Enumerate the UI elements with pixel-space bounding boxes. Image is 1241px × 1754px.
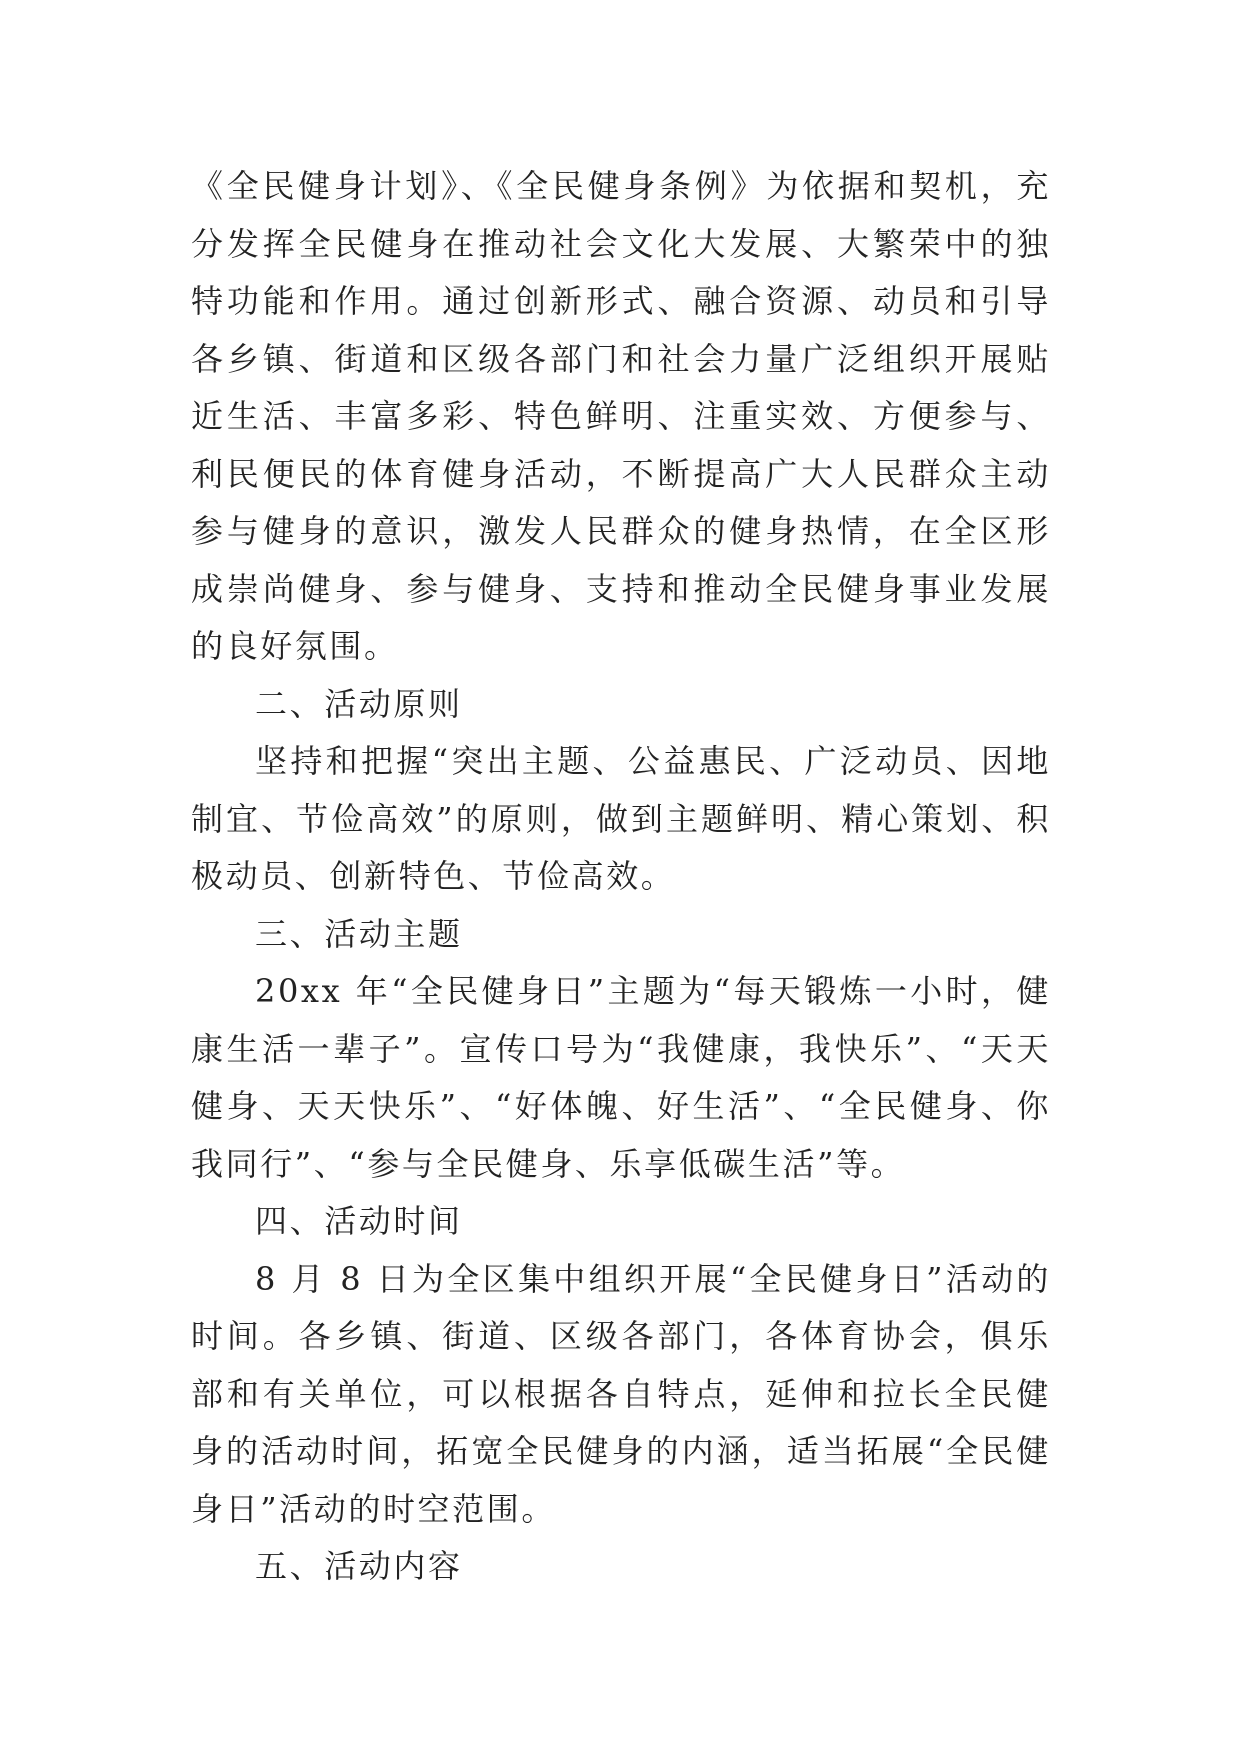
heading-principles: 二、活动原则 bbox=[255, 684, 463, 723]
paragraph-intro: 《全民健身计划》、《全民健身条例》为依据和契机，充分发挥全民健身在推动社会文化大发展、大繁荣中的独特功能和作用。通过创新形式、融合资源、动员和引导各乡镇、街道和区级各部门和社会力量广泛组织开展贴近生活、丰富多彩、特色鲜明、注重实效、方便参与、利民便民的体育健身活动，不断提高广大人民群众主动参与健身的意识，激发人民群众的健身热情，在全区形成崇尚健身、参与健身、支持和推动全民健身事业发展的良好氛围。 bbox=[191, 167, 1051, 665]
paragraph-principles: 坚持和把握“突出主题、公益惠民、广泛动员、因地制宜、节俭高效”的原则，做到主题鲜明、精心策划、积极动员、创新特色、节俭高效。 bbox=[191, 742, 1051, 895]
heading-content: 五、活动内容 bbox=[255, 1547, 463, 1585]
paragraph-theme: 20xx 年“全民健身日”主题为“每天锻炼一小时，健康生活一辈子”。宣传口号为“我健康，我快乐”、“天天健身、天天快乐”、“好体魄、好生活”、“全民健身、你我同行”、“参与全民健身、乐享低碳生活”等。 bbox=[191, 972, 1051, 1183]
heading-theme: 三、活动主题 bbox=[255, 914, 463, 953]
heading-time: 四、活动时间 bbox=[255, 1202, 463, 1240]
paragraph-time: 8 月 8 日为全区集中组织开展“全民健身日”活动的时间。各乡镇、街道、区级各部门，各体育协会，俱乐部和有关单位，可以根据各自特点，延伸和拉长全民健身的活动时间，拓宽全民健身的内涵，适当拓展“全民健身日”活动的时空范围。 bbox=[191, 1259, 1051, 1528]
document-body bbox=[191, 158, 1051, 1596]
